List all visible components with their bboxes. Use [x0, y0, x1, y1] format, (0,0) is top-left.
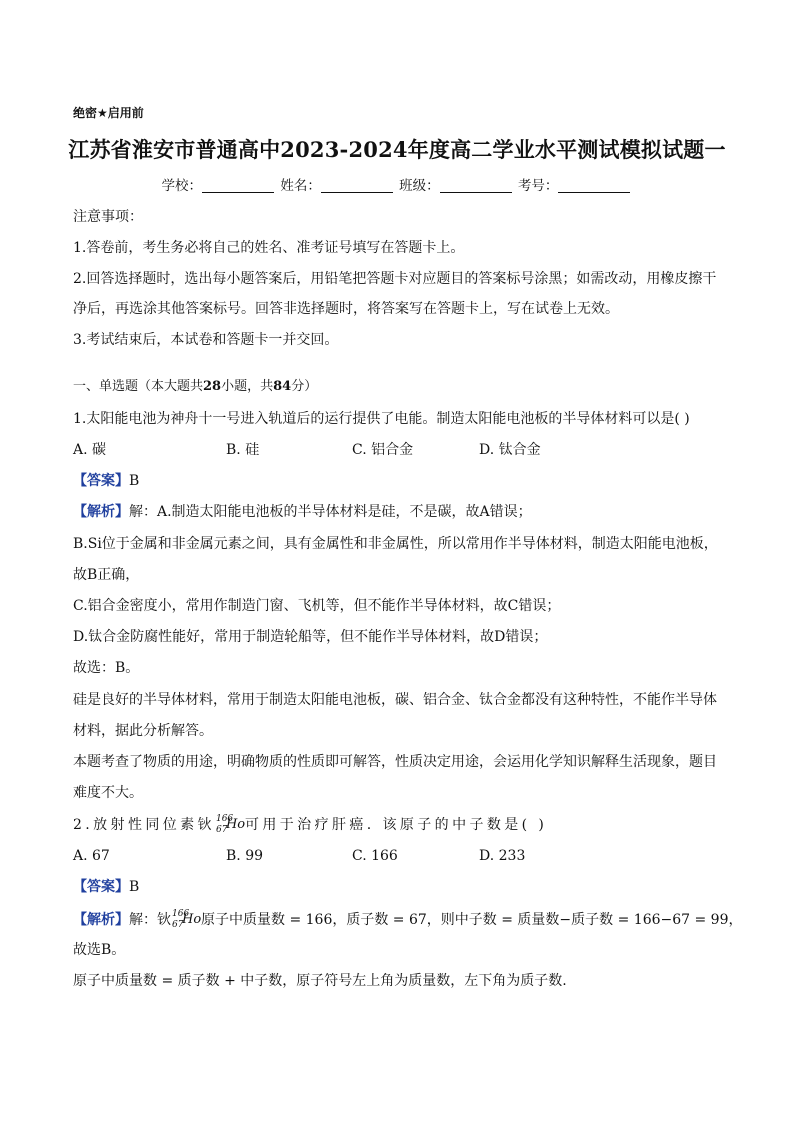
note-item: 2.回答选择题时，选出每小题答案后，用铅笔把答题卡对应题目的答案标号涂黑；如需改动，用橡皮擦干: [73, 271, 717, 287]
q2-option-c[interactable]: C. 166: [352, 848, 398, 864]
q1-option-c[interactable]: C. 铝合金: [352, 442, 414, 458]
q1-answer: [73, 471, 139, 491]
class-blank[interactable]: [440, 178, 512, 193]
answer-tag: 【答案】: [73, 473, 129, 489]
q1-analysis: 【解析】解：A.制造太阳能电池板的半导体材料是硅，不是碳，故A错误；: [73, 504, 532, 520]
answer-tag: 【答案】: [73, 879, 129, 895]
confidential-label: 绝密★启用前: [73, 106, 144, 120]
analysis-tag: 【解析】: [73, 504, 129, 520]
q1-option-d[interactable]: D. 钛合金: [479, 442, 541, 458]
class-label: 班级：: [399, 178, 440, 194]
name-blank[interactable]: [321, 178, 393, 193]
analysis-line: 材料，据此分析解答。: [73, 723, 213, 739]
analysis-line: 故选B。: [73, 942, 126, 958]
analysis-line: 硅是良好的半导体材料，常用于制造太阳能电池板，碳、铝合金、钛合金都没有这种特性，不能作半导体: [73, 692, 717, 708]
analysis-line: 原子中质量数 = 质子数 + 中子数，原子符号左上角为质量数，左下角为质子数.: [73, 973, 567, 989]
exam-number-blank[interactable]: [558, 178, 630, 193]
q2-answer: [73, 877, 139, 897]
student-info-row: [0, 174, 794, 194]
analysis-line: 本题考查了物质的用途，明确物质的性质即可解答，性质决定用途，会运用化学知识解释生活现象，题目: [73, 754, 717, 770]
name-label: 姓名：: [280, 178, 321, 194]
analysis-tag: 【解析】: [73, 912, 129, 928]
exam-title: 江苏省淮安市普通高中2023-2024年度高二学业水平测试模拟试题一: [68, 137, 726, 162]
q1-option-a[interactable]: A. 碳: [73, 442, 107, 458]
q2-option-b[interactable]: B. 99: [226, 848, 264, 864]
analysis-line: B.Si位于金属和非金属元素之间，具有金属性和非金属性，所以常用作半导体材料，制造太阳能电池板，: [73, 536, 718, 552]
note-item: 3.考试结束后，本试卷和答题卡一并交回。: [73, 332, 339, 348]
isotope-symbol: 166 67 Ho: [172, 909, 202, 930]
isotope-symbol: 166 67 Ho: [215, 814, 246, 835]
note-item: 净后，再选涂其他答案标号。回答非选择题时，将答案写在答题卡上，写在试卷上无效。: [73, 301, 619, 317]
analysis-line: 故B正确，: [73, 567, 140, 583]
note-item: 1.答卷前，考生务必将自己的姓名、准考证号填写在答题卡上。: [73, 240, 465, 256]
analysis-line: C.铝合金密度小，常用作制造门窗、飞机等，但不能作半导体材料，故C错误；: [73, 598, 561, 614]
q2-option-d[interactable]: D. 233: [479, 848, 526, 864]
analysis-line: 难度不大。: [73, 785, 143, 801]
q1-option-b[interactable]: B. 硅: [226, 442, 260, 458]
q2-analysis: 【解析】解：钬 166 67 Ho 原子中质量数 = 166，质子数 = 67，则中子数 = 质量数−质子数 = 166−67 = 99，: [73, 909, 743, 930]
answer-value: B: [129, 879, 140, 895]
q2-option-a[interactable]: A. 67: [73, 848, 110, 864]
question-1-stem: 1.太阳能电池为神舟十一号进入轨道后的运行提供了电能。制造太阳能电池板的半导体材料可以是( ): [73, 411, 690, 427]
analysis-line: D.钛合金防腐性能好，常用于制造轮船等，但不能作半导体材料，故D错误；: [73, 629, 548, 645]
notes-heading: 注意事项：: [73, 209, 143, 225]
analysis-line: 故选：B。: [73, 660, 140, 676]
school-blank[interactable]: [202, 178, 274, 193]
question-2-stem: 2.放射性同位素钬 166 67 Ho 可用于治疗肝癌. 该原子的中子数是( ): [73, 814, 548, 835]
answer-value: B: [129, 473, 140, 489]
exam-number-label: 考号：: [517, 178, 559, 194]
section-heading: 一、单选题（本大题共28小题，共84分）: [73, 379, 318, 394]
school-label: 学校：: [161, 178, 203, 194]
